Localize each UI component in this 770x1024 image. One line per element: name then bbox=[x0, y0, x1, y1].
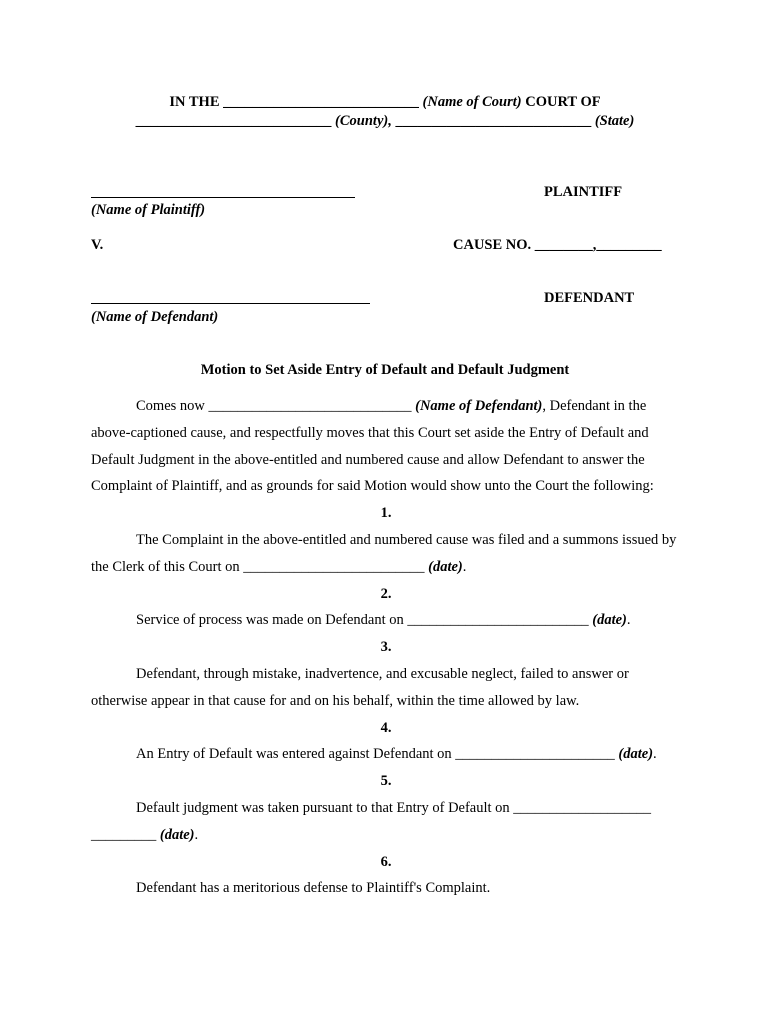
intro-defendant-hint: (Name of Defendant) bbox=[415, 398, 543, 414]
section-4-text: An Entry of Default was entered against Defendant on ______________________ bbox=[136, 746, 615, 763]
section-text-2 bbox=[91, 607, 681, 634]
section-number-1: 1. bbox=[380, 505, 392, 522]
court-name-hint: (Name of Court) bbox=[422, 94, 522, 110]
section-3-text: Defendant, through mistake, inadvertence, and excusable neglect, failed to answer or otherwise appear in that cause for and on his behalf, within the time allowed by law. bbox=[91, 665, 629, 709]
section-2-end: . bbox=[626, 612, 631, 629]
section-number-4: 4. bbox=[380, 719, 392, 736]
section-number-2: 2. bbox=[380, 585, 392, 602]
county-blank: ___________________________ bbox=[135, 113, 332, 129]
section-number-6: 6. bbox=[380, 853, 392, 870]
motion-title: Motion to Set Aside Entry of Default and Default Judgment bbox=[200, 362, 570, 378]
cause-number: CAUSE NO. ________,_________ bbox=[453, 237, 662, 253]
section-text-1 bbox=[91, 527, 681, 581]
section-4-end: . bbox=[653, 746, 657, 763]
court-of-label: COURT OF bbox=[525, 94, 601, 110]
section-number-3: 3. bbox=[380, 639, 392, 656]
intro-prefix: Comes now ____________________________ bbox=[136, 398, 412, 414]
defendant-label: DEFENDANT bbox=[544, 290, 635, 306]
section-5-text: Default judgment was taken pursuant to that Entry of Default on ___________________ _________ bbox=[91, 799, 652, 843]
section-5-date-hint: (date) bbox=[159, 826, 195, 843]
section-5-end: . bbox=[194, 826, 199, 843]
section-2-text: Service of process was made on Defendant on _________________________ bbox=[136, 612, 589, 629]
intro-paragraph bbox=[91, 393, 681, 500]
defendant-name-hint: (Name of Defendant) bbox=[91, 309, 219, 325]
section-1-date-hint: (date) bbox=[428, 558, 463, 575]
section-text-4 bbox=[91, 741, 681, 768]
intro-rest: , Defendant in the above-captioned cause, and respectfully moves that this Court set aside the Entry of Default and Default Judgment in the above-entitled and numbered cause and allow Defendant to answer the Complaint of Plaintiff, and as grounds for said Motion would show unto the Court the following: bbox=[91, 398, 654, 495]
court-caption-line2 bbox=[0, 113, 770, 130]
section-6-text: Defendant has a meritorious defense to Plaintiff's Complaint. bbox=[136, 880, 491, 897]
state-blank: ___________________________ bbox=[395, 113, 592, 129]
section-4-date-hint: (date) bbox=[618, 746, 654, 763]
section-2-date-hint: (date) bbox=[592, 612, 627, 629]
county-hint: (County), bbox=[335, 113, 392, 129]
plaintiff-name-line bbox=[91, 197, 355, 198]
court-caption-line1 bbox=[0, 94, 770, 111]
state-hint: (State) bbox=[594, 113, 635, 129]
plaintiff-label: PLAINTIFF bbox=[544, 184, 623, 200]
section-text-3 bbox=[91, 661, 681, 715]
section-number-5: 5. bbox=[380, 773, 392, 790]
motion-body bbox=[91, 393, 681, 902]
plaintiff-name-hint: (Name of Plaintiff) bbox=[91, 202, 206, 218]
section-text-6 bbox=[91, 875, 681, 902]
defendant-name-line bbox=[91, 303, 370, 304]
section-1-end: . bbox=[462, 558, 467, 575]
section-text-5 bbox=[91, 795, 681, 849]
versus-label: V. bbox=[91, 237, 104, 253]
court-name-blank: IN THE ___________________________ bbox=[169, 94, 419, 110]
section-1-text: The Complaint in the above-entitled and numbered cause was filed and a summons issued by the Clerk of this Court on _________________________ bbox=[91, 531, 677, 575]
